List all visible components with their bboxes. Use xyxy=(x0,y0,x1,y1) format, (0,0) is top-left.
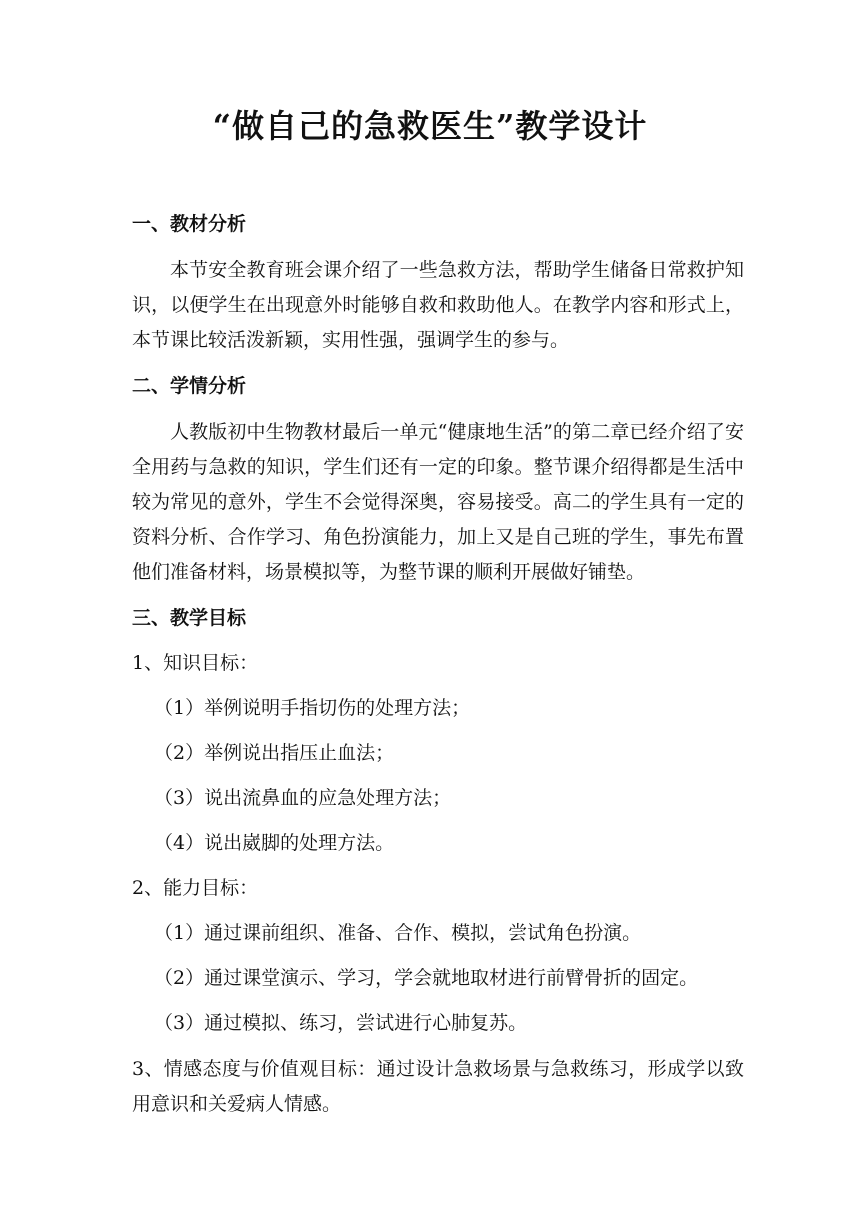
knowledge-objective-item: （3）说出流鼻血的应急处理方法； xyxy=(154,787,452,809)
section-heading-students: 二、学情分析 xyxy=(132,375,247,397)
document-title: “做自己的急救医生”教学设计 xyxy=(212,107,648,145)
knowledge-objectives-label: 1、知识目标： xyxy=(132,652,259,674)
document-body xyxy=(132,208,744,1134)
knowledge-objective-item: （4）说出崴脚的处理方法。 xyxy=(154,832,395,854)
section-paragraph-materials: 本节安全教育班会课介绍了一些急救方法，帮助学生储备日常救护知识，以便学生在出现意外时能够自救和救助他人。在教学内容和形式上，本节课比较活泼新颖，实用性强，强调学生的参与。 xyxy=(132,259,744,351)
section-paragraph-students: 人教版初中生物教材最后一单元“健康地生活”的第二章已经介绍了安全用药与急救的知识，学生们还有一定的印象。整节课介绍得都是生活中较为常见的意外，学生不会觉得深奥，容易接受。高二的学生具有一定的资料分析、合作学习、角色扮演能力，加上又是自己班的学生，事先布置他们准备材料，场景模拟等，为整节课的顺利开展做好铺垫。 xyxy=(132,421,744,583)
section-heading-materials: 一、教材分析 xyxy=(132,213,247,235)
knowledge-objective-item: （1）举例说明手指切伤的处理方法； xyxy=(154,697,471,719)
ability-objective-item: （3）通过模拟、练习，尝试进行心肺复苏。 xyxy=(154,1012,528,1034)
knowledge-objective-item: （2）举例说出指压止血法； xyxy=(154,742,395,764)
emotion-objective: 3、情感态度与价值观目标：通过设计急救场景与急救练习，形成学以致用意识和关爱病人情感。 xyxy=(132,1058,744,1115)
ability-objective-item: （2）通过课堂演示、学习，学会就地取材进行前臂骨折的固定。 xyxy=(154,967,699,989)
section-heading-objectives: 三、教学目标 xyxy=(132,607,247,629)
ability-objective-item: （1）通过课前组织、准备、合作、模拟，尝试角色扮演。 xyxy=(154,922,642,944)
ability-objectives-label: 2、能力目标： xyxy=(132,877,259,899)
